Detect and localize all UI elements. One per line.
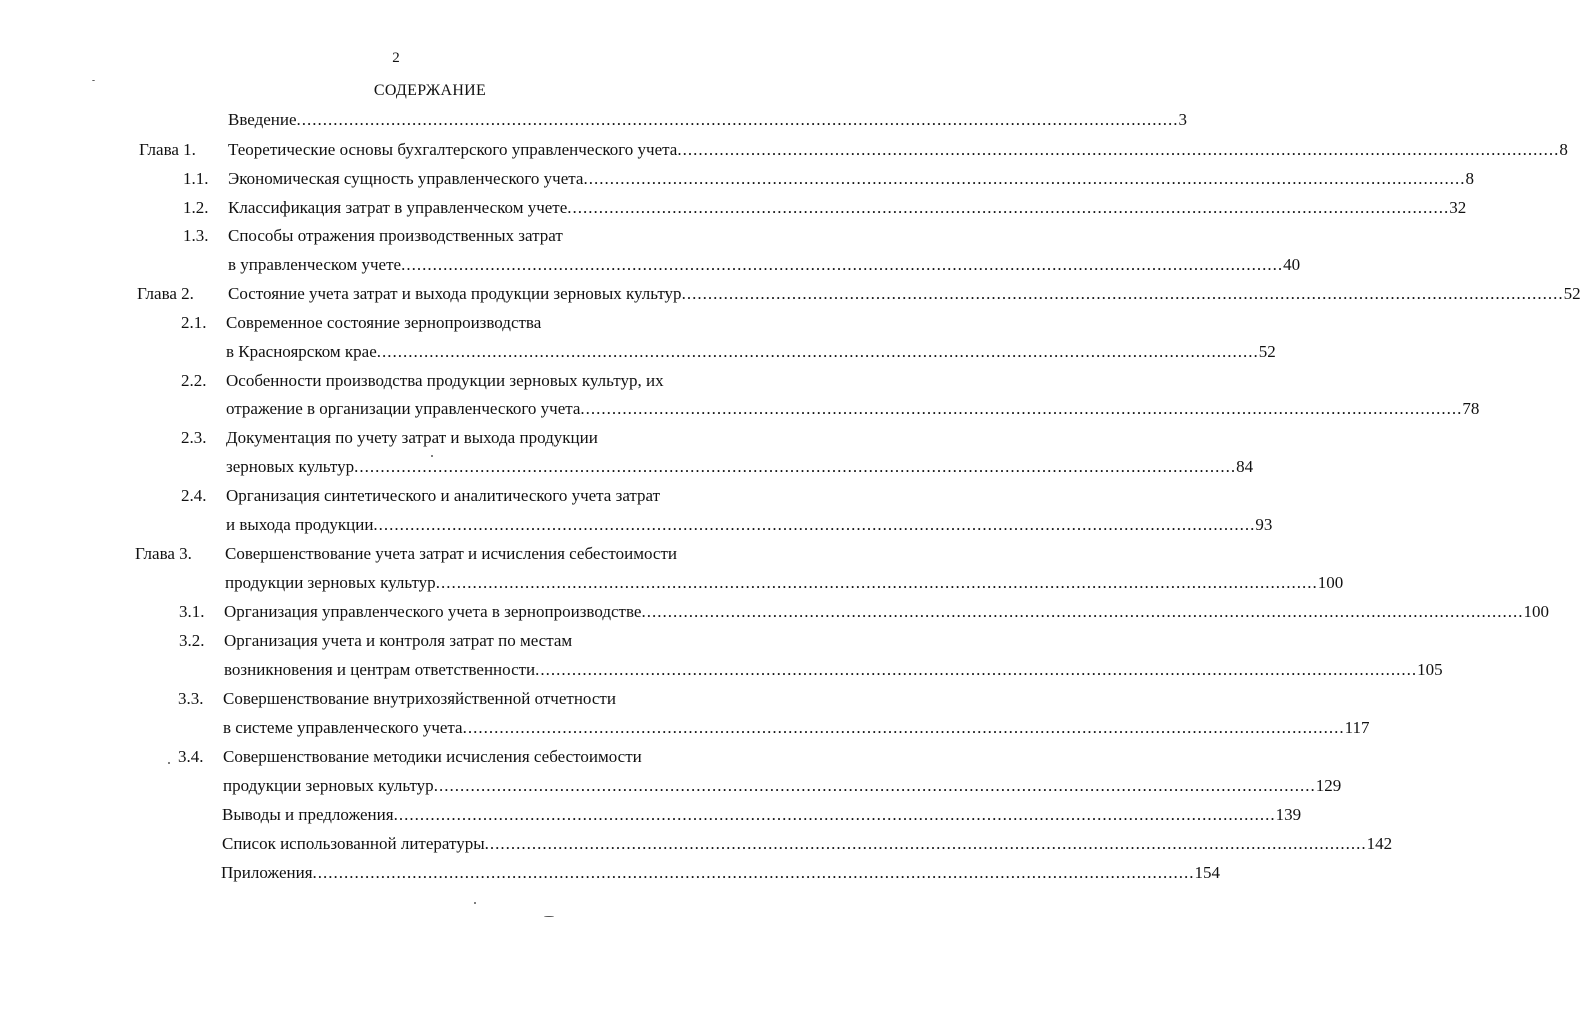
toc-entry-text: Совершенствование методики исчисления себестоимости [223,747,642,766]
toc-entry-text: Организация управленческого учета в зернопроизводстве [224,602,642,621]
toc-entry-row [228,139,1568,161]
scan-speck [92,80,95,81]
toc-entry-row [223,717,1370,739]
toc-entry-label: 1.1. [183,169,209,188]
toc-entry-row [222,833,1393,855]
toc-entry-conclusions [0,804,1302,826]
toc-entry-row [222,804,1302,826]
toc-entry-text: Классификация затрат в управленческом учете [228,198,568,217]
dot-leader: ........................................................................................................................................................................ [393,805,1276,824]
toc-entry-page: 52 [1563,284,1581,303]
toc-entry-text: Совершенствование учета затрат и исчисления себестоимости [225,544,677,563]
toc-entry-text: Совершенствование внутрихозяйственной отчетности [223,689,616,708]
toc-title: СОДЕРЖАНИЕ [373,82,487,99]
toc-entry-row [228,283,1581,305]
toc-entry-2-4 [0,485,792,507]
toc-entry-continuation: зерновых культур [226,457,355,476]
scan-speck [474,902,476,904]
toc-entry-page: 139 [1275,805,1302,824]
toc-entry-label: Глава 3. [135,544,192,563]
toc-entry-bibliography [0,833,1393,855]
toc-entry-label: 2.2. [181,371,207,390]
dot-leader: ........................................................................................................................................................................ [567,198,1450,217]
dot-leader: ........................................................................................................................................................................ [681,284,1564,303]
dot-leader: ........................................................................................................................................................................ [433,776,1316,795]
toc-entry-3-2 [0,630,792,652]
toc-entry-page: 100 [1317,573,1344,592]
toc-entry-page: 105 [1417,660,1443,679]
scan-speck [168,762,170,764]
toc-entry-chapter-3 [0,543,792,565]
toc-entry-label: 3.2. [179,631,205,650]
toc-entry-label: 2.1. [181,313,207,332]
toc-entry-label: Глава 2. [137,284,194,303]
toc-entry-text: Список использованной литературы [222,834,485,853]
toc-entry-label: 1.2. [183,198,209,217]
toc-entry-chapter-1 [0,139,1568,161]
toc-entry-continuation: продукции зерновых культур [225,573,436,592]
dot-leader: ........................................................................................................................................................................ [641,602,1524,621]
toc-entry-3-3 [0,688,792,710]
toc-entry-appendices [0,862,1221,884]
toc-entry-page: 52 [1258,342,1276,361]
toc-entry-3-2-continuation [0,659,1443,681]
toc-entry-page: 142 [1366,834,1393,853]
dot-leader: ........................................................................................................................................................................ [580,399,1463,418]
toc-entry-row [228,254,1301,276]
toc-entry-text: Документация по учету затрат и выхода продукции [226,428,598,447]
dot-leader: ........................................................................................................................................................................ [373,515,1256,534]
toc-entry-page: 78 [1462,399,1480,418]
toc-entry-label: 2.3. [181,428,207,447]
toc-entry-continuation: возникновения и центрам ответственности [224,660,536,679]
toc-entry-page: 8 [1465,169,1474,188]
toc-entry-row [224,601,1549,623]
toc-entry-text: Введение [228,110,297,129]
dot-leader: ........................................................................................................................................................................ [583,169,1466,188]
dot-leader: ........................................................................................................................................................................ [484,834,1367,853]
toc-entry-continuation: продукции зерновых культур [223,776,434,795]
toc-entry-3-4 [0,746,792,768]
toc-entry-text: Теоретические основы бухгалтерского управленческого учета [228,140,678,159]
toc-entry-row [224,659,1443,681]
toc-entry-continuation: в системе управленческого учета [223,718,463,737]
toc-entry-label: 3.1. [179,602,205,621]
toc-entry-text: Экономическая сущность управленческого учета [228,169,584,188]
toc-entry-text: Приложения [221,863,313,882]
toc-entry-text: Организация учета и контроля затрат по местам [224,631,573,650]
toc-entry-3-4-continuation [0,775,1342,797]
toc-entry-row [226,514,1273,536]
page-number: 2 [392,50,400,66]
toc-entry-page: 84 [1236,457,1254,476]
toc-entry-row [223,775,1342,797]
toc-entry-page: 3 [1178,110,1188,129]
toc-entry-row [228,168,1474,190]
toc-entry-page: 154 [1194,863,1221,882]
toc-entry-page: 8 [1559,140,1568,159]
toc-entry-continuation: в Красноярском крае [226,342,377,361]
toc-entry-introduction [0,109,1188,131]
toc-entry-label: 1.3. [183,226,209,245]
dot-leader: ........................................................................................................................................................................ [401,255,1284,274]
dot-leader: ........................................................................................................................................................................ [354,457,1237,476]
toc-entry-2-3-continuation [0,456,1254,478]
dot-leader: ........................................................................................................................................................................ [435,573,1318,592]
toc-entry-row [228,197,1467,219]
toc-entry-1-1 [0,168,1474,190]
scan-speck [544,916,554,917]
toc-entry-continuation: отражение в организации управленческого учета [226,399,581,418]
toc-entry-row [221,862,1221,884]
dot-leader: ........................................................................................................................................................................ [296,110,1179,129]
toc-entry-label: 3.4. [178,747,204,766]
toc-entry-1-3-continuation [0,254,1301,276]
toc-entry-2-2 [0,370,792,392]
toc-entry-chapter-2 [0,283,1581,305]
toc-entry-continuation: и выхода продукции [226,515,374,534]
toc-entry-continuation: в управленческом учете [228,255,402,274]
toc-entry-2-3 [0,427,792,449]
toc-entry-row [226,398,1480,420]
toc-entry-text: Современное состояние зернопроизводства [226,313,542,332]
toc-entry-page: 93 [1255,515,1273,534]
toc-entry-row [226,341,1276,363]
toc-entry-3-1 [0,601,1549,623]
toc-entry-page: 117 [1344,718,1370,737]
toc-entry-label: 3.3. [178,689,204,708]
toc-entry-2-2-continuation [0,398,1480,420]
toc-entry-page: 40 [1283,255,1301,274]
toc-entry-page: 32 [1449,198,1467,217]
toc-entry-text: Способы отражения производственных затрат [228,226,563,245]
toc-entry-chapter-3-continuation [0,572,1344,594]
toc-entry-2-4-continuation [0,514,1273,536]
toc-entry-page: 100 [1523,602,1549,621]
toc-entry-text: Организация синтетического и аналитического учета затрат [226,486,661,505]
toc-entry-2-1 [0,312,792,334]
toc-entry-3-3-continuation [0,717,1370,739]
toc-entry-label: Глава 1. [139,140,196,159]
toc-entry-row [228,109,1188,131]
scan-speck [431,455,433,457]
toc-entry-page: 129 [1315,776,1342,795]
toc-entry-row [226,456,1254,478]
toc-entry-text: Состояние учета затрат и выхода продукции зерновых культур [228,284,682,303]
dot-leader: ........................................................................................................................................................................ [535,660,1418,679]
toc-entry-1-2 [0,197,1467,219]
dot-leader: ........................................................................................................................................................................ [376,342,1259,361]
toc-entry-2-1-continuation [0,341,1276,363]
toc-entry-text: Особенности производства продукции зерновых культур, их [226,371,664,390]
toc-entry-1-3 [0,225,792,247]
toc-entry-text: Выводы и предложения [222,805,394,824]
toc-entry-label: 2.4. [181,486,207,505]
dot-leader: ........................................................................................................................................................................ [677,140,1560,159]
toc-entry-row [225,572,1344,594]
dot-leader: ........................................................................................................................................................................ [462,718,1345,737]
dot-leader: ........................................................................................................................................................................ [312,863,1195,882]
